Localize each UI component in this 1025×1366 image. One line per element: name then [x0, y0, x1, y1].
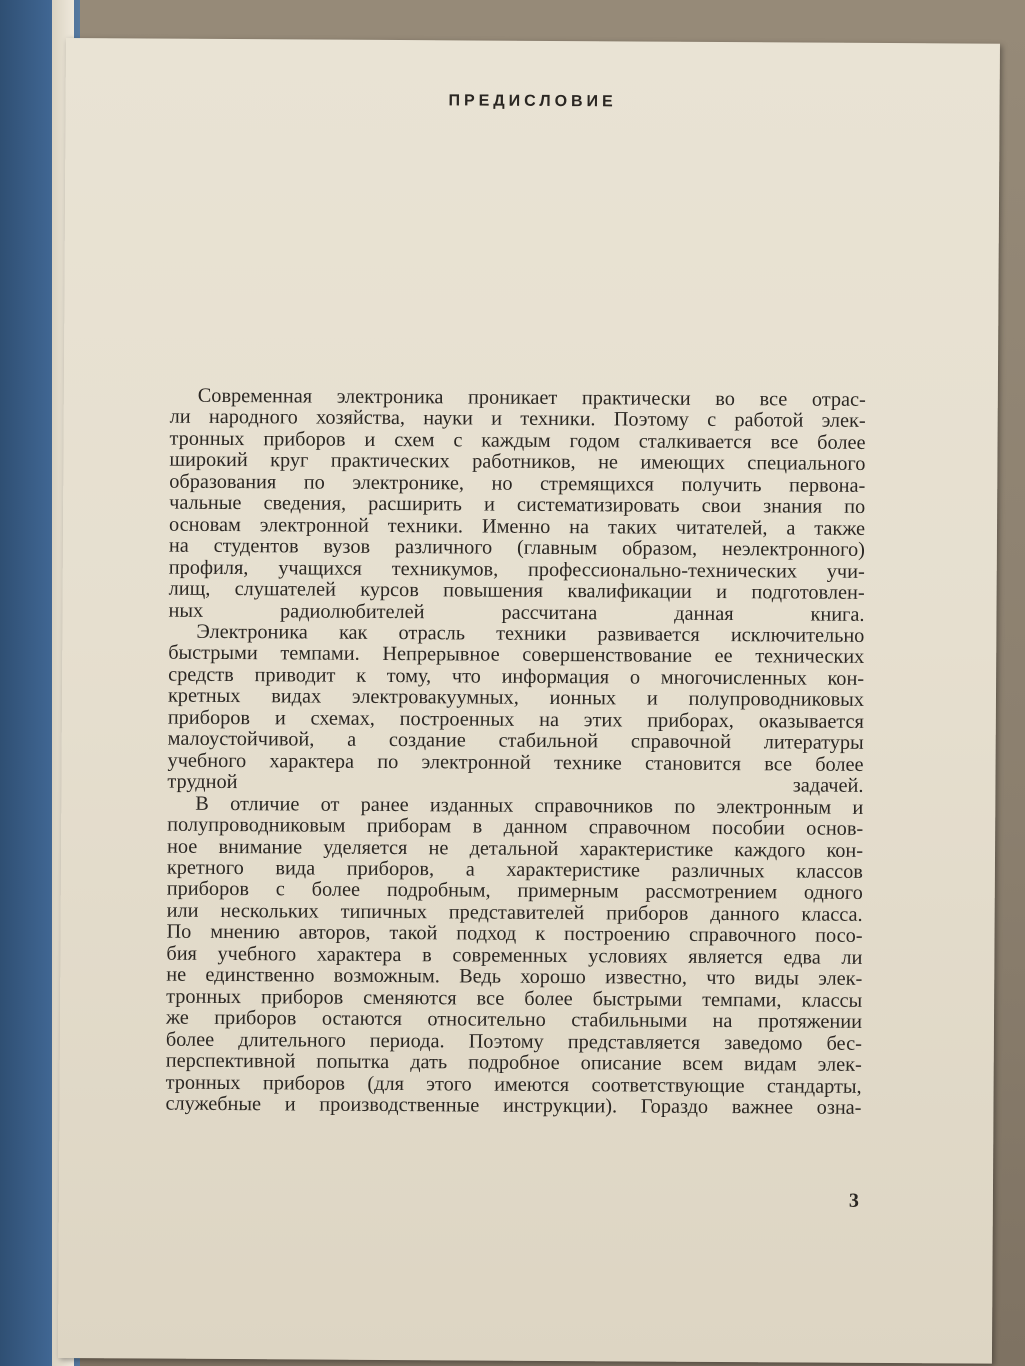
text-line: Электроника как отрасль техники развивается исключительно	[196, 620, 865, 647]
text-line: чальные сведения, расширить и систематизировать свои знания по	[169, 491, 866, 519]
text-line: средств приводит к тому, что информация о многочисленных кон-	[168, 663, 865, 690]
text-line: приборов и схемах, построенных на этих приборах, оказывается	[167, 706, 864, 733]
text-line: служебные и производственные инструкции). Гораздо важнее озна-	[165, 1092, 862, 1119]
text-line: ное внимание уделяется не детальной характеристике каждого кон-	[166, 835, 864, 862]
paragraph-2	[167, 622, 864, 798]
text-line: кретного вида приборов, а характеристике различных классов	[166, 856, 863, 883]
text-line: Современная электроника проникает практически во все отрас-	[197, 384, 866, 411]
text-line: не единственно возможным. Ведь хорошо известно, что виды элек-	[166, 963, 863, 991]
page-heading: ПРЕДИСЛОВИЕ	[448, 92, 617, 111]
text-line: малоустойчивой, а создание стабильной справочной литературы	[167, 727, 864, 755]
text-line: бия учебного характера в современных условиях является едва ли	[166, 942, 863, 969]
text-line: на студентов вузов различного (главным образом, неэлектронного)	[168, 534, 865, 562]
text-line: ных радиолюбителей рассчитана данная книга.	[168, 599, 865, 626]
page-number: 3	[848, 1189, 859, 1212]
text-line: трудной задачей.	[167, 770, 864, 798]
text-line: более длительного периода. Поэтому представляется заведомо бес-	[165, 1028, 862, 1055]
text-line: лищ, слушателей курсов повышения квалификации и подготовлен-	[168, 577, 865, 604]
paragraph-1	[168, 386, 865, 626]
book-page	[58, 38, 1000, 1364]
paragraph-3	[165, 793, 863, 1119]
text-line: тронных приборов и схем с каждым годом сталкивается все более	[169, 427, 866, 454]
text-line: быстрыми темпами. Непрерывное совершенствование ее технических	[168, 642, 865, 669]
text-line: или нескольких типичных представителей приборов данного класса.	[166, 899, 863, 926]
text-line: ли народного хозяйства, науки и техники. Поэтому с работой элек-	[169, 406, 866, 433]
text-line: В отличие от ранее изданных справочников по электронным и	[195, 792, 864, 819]
text-line: приборов с более подробным, примерным рассмотрением одного	[166, 878, 863, 905]
text-line: же приборов остаются относительно стабильными на протяжении	[165, 1006, 863, 1034]
text-line: основам электронной техники. Именно на таких читателей, а также	[168, 513, 866, 540]
text-line: перспективной попытка дать подробное описание всем видам элек-	[165, 1049, 862, 1076]
text-line: полупроводниковым приборам в данном справочном пособии основ-	[167, 813, 864, 840]
body-text	[165, 386, 865, 1120]
text-line: образования по электронике, но стремящихся получить первона-	[169, 470, 866, 497]
text-line: учебного характера по электронной технике становится все более	[167, 749, 864, 776]
text-line: тронных приборов сменяются все более быстрыми темпами, классы	[166, 985, 863, 1012]
text-line: профиля, учащихся техникумов, профессионально-технических учи-	[168, 556, 865, 583]
text-line: кретных видах электровакуумных, ионных и полупроводниковых	[167, 684, 865, 712]
text-line: тронных приборов (для этого имеются соответствующие стандарты,	[165, 1071, 862, 1098]
text-line: широкий круг практических работников, не имеющих специального	[169, 448, 866, 476]
text-line: По мнению авторов, такой подход к построению справочного посо-	[166, 920, 863, 948]
